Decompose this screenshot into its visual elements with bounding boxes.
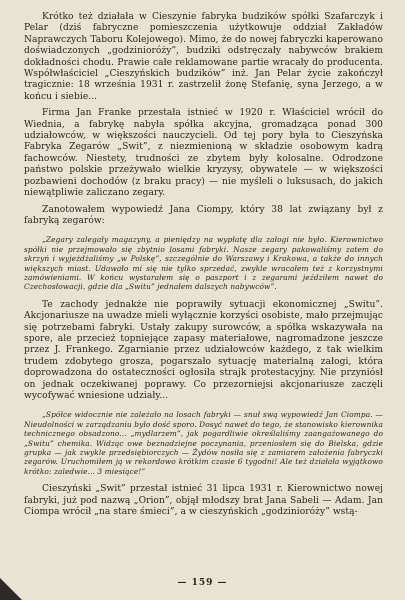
scan-corner-shadow [0, 578, 22, 600]
paragraph-swit-sytuacja: Te zachody jednakże nie poprawiły sytuacji ekonomicznej „Switu”. Akcjonariusze na uwadze mieli wyłącznie korzyści osobiste, mało przejmując się potrzebami fabryki. Ustały zakupy surowców, a spółka wskazywała na spore, ale przecież topniejące zapasy materiałowe, nagromadzone jeszcze przez J. Frankego. Zgarnianie przez udziałowców każdego, z tak wielkim trudem zdobytego grosza, pogarszało sytuację materialną załogi, która doprowadzona do ostateczności ogłosiła strajk protestacyjny. Nie przyniósł on jednak oczekiwanej poprawy. Co przezorniejsi akcjonariusze zaczęli wycofywać wniesione udziały... [24, 299, 383, 401]
paragraph-ciompa-intro: Zanotowałem wypowiedź Jana Ciompy, który 38 lat związany był z fabryką zegarów: [24, 204, 383, 226]
paragraph-franke: Firma Jan Franke przestała istnieć w 1920 r. Właściciel wrócił do Wiednia, a fabrykę nabyła spółka akcyjna, gromadząca ponad 300 udziałowców, w większości nauczycieli. Od tej pory była to Cieszyńska Fabryka Zegarów „Swit”, z niezmienioną w składzie osobowym kadrą fachowców. Niestety, trudności ze zbytem były kolosalne. Odrodzone państwo polskie przeżywało wielkie kryzysy, obywatele — w większości pozbawieni dochodów (z braku pracy) — nie myśleli o luksusach, do jakich niewątpliwie zaliczano zegary. [24, 108, 383, 199]
paragraph-swit-koniec: Cieszyński „Swit” przestał istnieć 31 lipca 1931 r. Kierownictwo nowej fabryki, już pod nazwą „Orion”, objął młodszy brat Jana Sabeli — Adam. Jan Ciompa wrócił „na stare śmieci”, a w cieszyńskich „godzinioróży” wstą- [24, 484, 383, 518]
page-number: — 159 — [177, 578, 228, 588]
quote-ciompa-2: „Spółce widocznie nie zależało na losach fabryki — snuł swą wypowiedź Jan Ciompa. — Nieudolności w zarządzaniu było dość sporo. Dosyć nawet do tego, że stanowisko kierownika technicznego obsadzono... „mydlarzem”, jak pogardliwie określaliśmy zaangażowanego do „Switu” chemika. Widząc owe beznadziejne poczynania, przeniosłem się do Bielska, gdzie grupka — jak zwykle przedsiębiorczych — Żydów nosiła się z zamiarem założenia fabryczki zegarów. Uruchomiłem ją w rekordowo krótkim czasie 6 tygodni! Ale też działała wyjątkowo krótko: zaledwie... 3 miesiące!” [24, 410, 383, 476]
quote-ciompa-1: „Zegary zalegały magazyny, a pieniędzy na wypłatę dla załogi nie było. Kierownictwo spółki nie przejmowało się zbytnio losami fabryki. Nasze zegary pakowaliśmy zatem do skrzyń i wyjeżdżaliśmy „w Polskę”, szczególnie do Warszawy i Krakowa, a także do innych większych miast. Udawało mi się nie tylko sprzedać, zwykle wracałem też z korzystnymi zamówieniami. W końcu wystarałem się o paszport i z zegarami jeździłem nawet do Czechosłowacji, gdzie dla „Switu” jednałem dalszych nabywców”. [24, 235, 383, 292]
paragraph-budziki: Krótko też działała w Cieszynie fabryka budzików spółki Szafarczyk i Pelar (dziś fabryczne pomieszczenia użytkowuje oddział Zakładów Naprawczych Taboru Kolejowego). Mimo, że do nowej fabryczki kaperowano doświadczonych „godzinioróży”, budziki odstręczały nabywców brakiem dokładności chodu. Prawie całe reklamowane partie wracały do producenta. Współwłaściciel „Cieszyńskich budzików” inż. Jan Pelar życie zakończył tragicznie: 18 września 1931 r. zastrzelił żonę Stefanię, syna Jerzego, a w końcu i siebie... [24, 12, 383, 102]
